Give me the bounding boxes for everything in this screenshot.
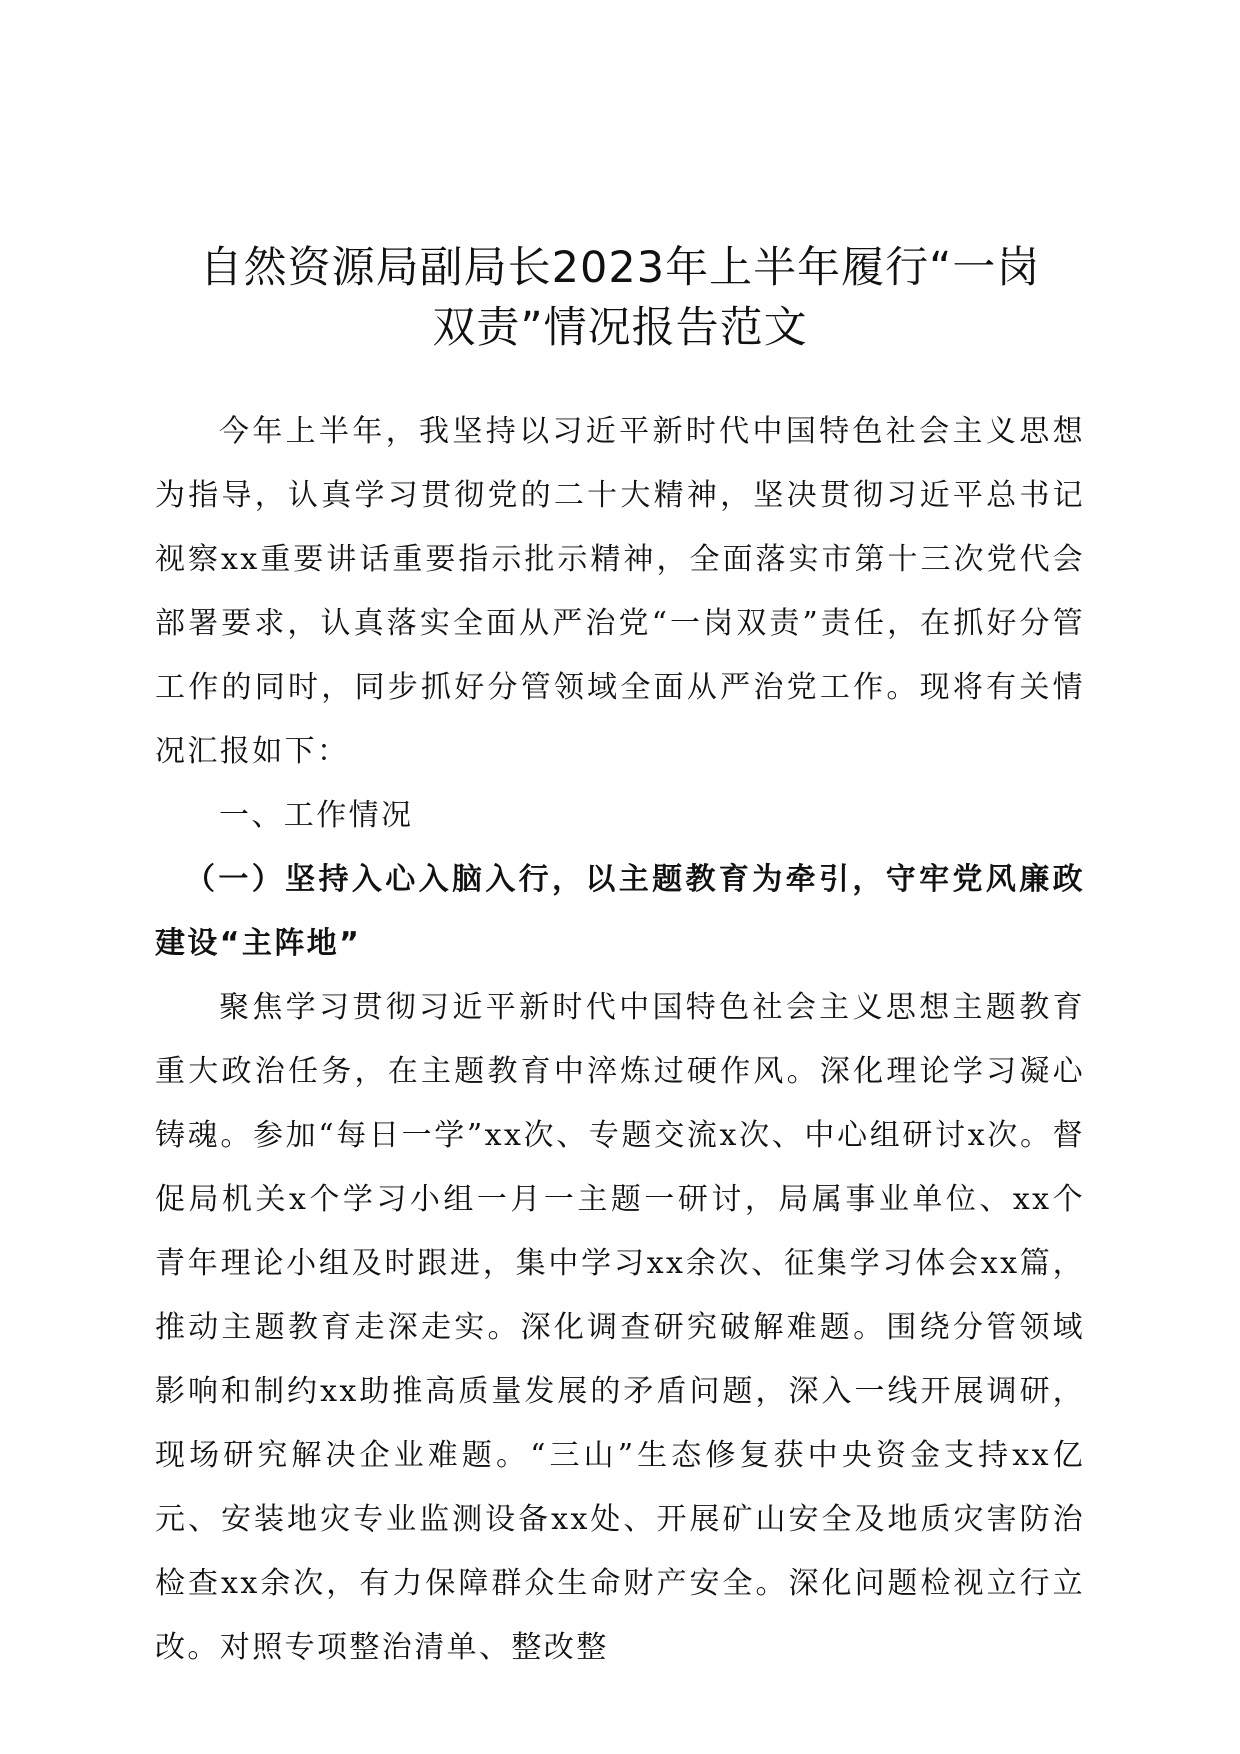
body-paragraph: 聚焦学习贯彻习近平新时代中国特色社会主义思想主题教育重大政治任务，在主题教育中淬炼过硬作风。深化理论学习凝心铸魂。参加“每日一学”xx次、专题交流x次、中心组研讨x次。督促局机关x个学习小组一月一主题一研讨，局属事业单位、xx个青年理论小组及时跟进，集中学习xx余次、征集学习体会xx篇，推动主题教育走深走实。深化调查研究破解难题。围绕分管领域影响和制约xx助推高质量发展的矛盾问题，深入一线开展调研，现场研究解决企业难题。“三山”生态修复获中央资金支持xx亿元、安装地灾专业监测设备xx处、开展矿山安全及地质灾害防治检查xx余次，有力保障群众生命财产安全。深化问题检视立行立改。对照专项整治清单、整改整 bbox=[155, 990, 1085, 1665]
title-line-1: 自然资源局副局长2023年上半年履行“一岗 bbox=[199, 243, 1041, 293]
subsection-heading: （一）坚持入心入脑入行，以主题教育为牵引，守牢党风廉政建设“主阵地” bbox=[155, 862, 1085, 961]
intro-paragraph: 今年上半年，我坚持以习近平新时代中国特色社会主义思想为指导，认真学习贯彻党的二十大精神，坚决贯彻习近平总书记视察xx重要讲话重要指示批示精神，全面落实市第十三次党代会部署要求，认真落实全面从严治党“一岗双责”责任，在抓好分管工作的同时，同步抓好分管领域全面从严治党工作。现将有关情况汇报如下： bbox=[155, 414, 1085, 769]
document-body bbox=[155, 400, 1085, 1680]
section-heading: 一、工作情况 bbox=[219, 798, 414, 833]
title-line-2: 双责”情况报告范文 bbox=[432, 303, 808, 353]
document-title bbox=[150, 238, 1090, 358]
